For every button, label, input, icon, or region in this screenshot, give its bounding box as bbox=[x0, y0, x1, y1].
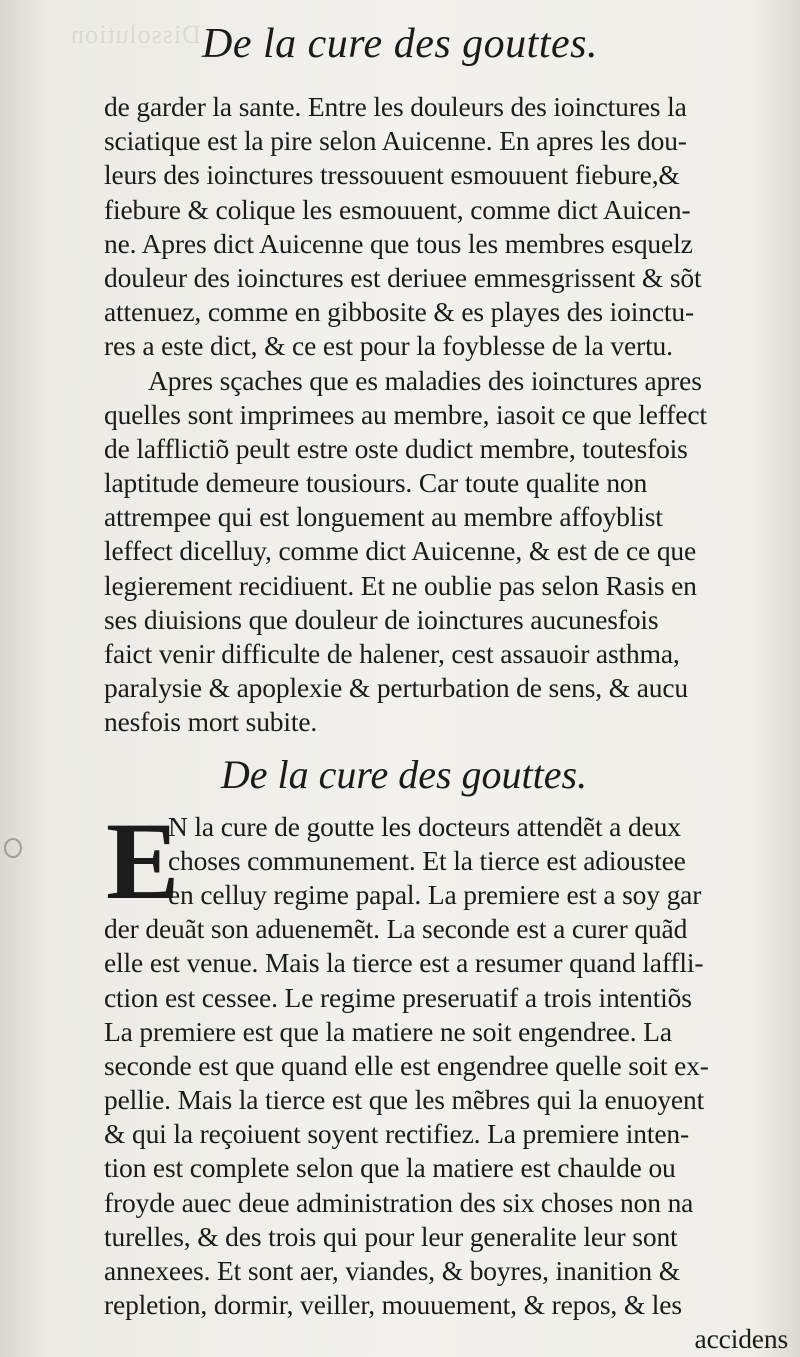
text-line: attrempee qui est longuement au membre affoyblist bbox=[104, 501, 663, 533]
paragraph-3-lines bbox=[104, 912, 794, 1322]
text-line: annexees. Et sont aer, viandes, & boyres, inanition & bbox=[104, 1255, 680, 1286]
text-line: fiebure & colique les esmouuent, comme dict Auicen- bbox=[104, 193, 691, 225]
text-line: tion est complete selon que la matiere est chaulde ou bbox=[104, 1152, 676, 1184]
drop-cap: E bbox=[106, 799, 180, 922]
paragraph-1 bbox=[104, 90, 794, 364]
text-line: La premiere est que la matiere ne soit engendree. La bbox=[104, 1015, 672, 1047]
text-line: elle est venue. Mais la tierce est a resumer quand laffli- bbox=[104, 947, 704, 979]
text-line: res a este dict, & ce est pour la foyblesse de la vertu. bbox=[104, 330, 673, 362]
text-line: quelles sont imprimees au membre, iasoit ce que leffect bbox=[104, 398, 707, 430]
text-line: leurs des ioinctures tressouuent esmouuent fiebure,& bbox=[104, 159, 680, 191]
text-line: ses diuisions que douleur de ioinctures aucunesfois bbox=[104, 603, 659, 635]
paragraph-2 bbox=[104, 364, 794, 740]
bleed-through-text: Dissolution bbox=[70, 20, 201, 49]
text-line: sciatique est la pire selon Auicenne. En apres les dou- bbox=[104, 125, 687, 157]
text-line: repletion, dormir, veiller, mouuement, & repos, & les bbox=[104, 1289, 682, 1321]
text-line: douleur des ioinctures est deriuee emmesgrissent & sõt bbox=[104, 261, 702, 293]
text-line: laptitude demeure tousiours. Car toute qualite non bbox=[104, 467, 648, 499]
text-line: seconde est que quand elle est engendree quelle soit ex- bbox=[104, 1049, 709, 1081]
text-line: ne. Apres dict Auicenne que tous les membres esquelz bbox=[104, 227, 693, 259]
text-line: ction est cessee. Le regime preseruatif a trois intentiõs bbox=[104, 981, 692, 1013]
text-line: froyde auec deue administration des six choses non na bbox=[104, 1186, 694, 1218]
text-line: legierement recidiuent. Et ne oublie pas selon Rasis en bbox=[104, 569, 697, 601]
text-line: faict venir difficulte de halener, cest assauoir asthma, bbox=[104, 638, 680, 669]
body-text bbox=[104, 90, 794, 1357]
ink-blot bbox=[4, 838, 22, 858]
text-line: Apres sçaches que es maladies des ioinctures apres bbox=[148, 364, 702, 396]
text-line: turelles, & des trois qui pour leur generalite leur sont bbox=[104, 1220, 678, 1252]
section-heading: De la cure des gouttes. bbox=[220, 751, 588, 797]
catchword: accidens bbox=[694, 1323, 788, 1355]
text-line: nesfois mort subite. bbox=[104, 706, 318, 738]
text-line: & qui la reçoiuent soyent rectifiez. La premiere inten- bbox=[104, 1118, 690, 1150]
text-line: der deuãt son aduenemẽt. La seconde est a curer quãd bbox=[104, 913, 688, 945]
running-head: De la cure des gouttes. bbox=[201, 21, 599, 67]
text-line: de garder la sante. Entre les douleurs des ioinctures la bbox=[104, 91, 687, 122]
text-line: attenuez, comme en gibbosite & es playes des ioinctu- bbox=[104, 296, 695, 328]
text-line: en celluy regime papal. La premiere est a soy gar bbox=[168, 878, 702, 910]
text-line: de lafflictiõ peult estre oste dudict membre, toutesfois bbox=[104, 432, 688, 464]
text-line: pellie. Mais la tierce est que les mẽbres qui la enuoyent bbox=[104, 1084, 705, 1116]
paragraph-3 bbox=[104, 799, 794, 1323]
drop-cap-lines bbox=[104, 799, 794, 922]
text-line: leffect dicelluy, comme dict Auicenne, & est de ce que bbox=[104, 535, 697, 567]
text-line: N la cure de goutte les docteurs attendẽt a deux bbox=[168, 810, 681, 842]
text-line: choses communement. Et la tierce est adioustee bbox=[168, 844, 686, 876]
text-line: paralysie & apoplexie & perturbation de sens, & aucu bbox=[104, 672, 689, 704]
